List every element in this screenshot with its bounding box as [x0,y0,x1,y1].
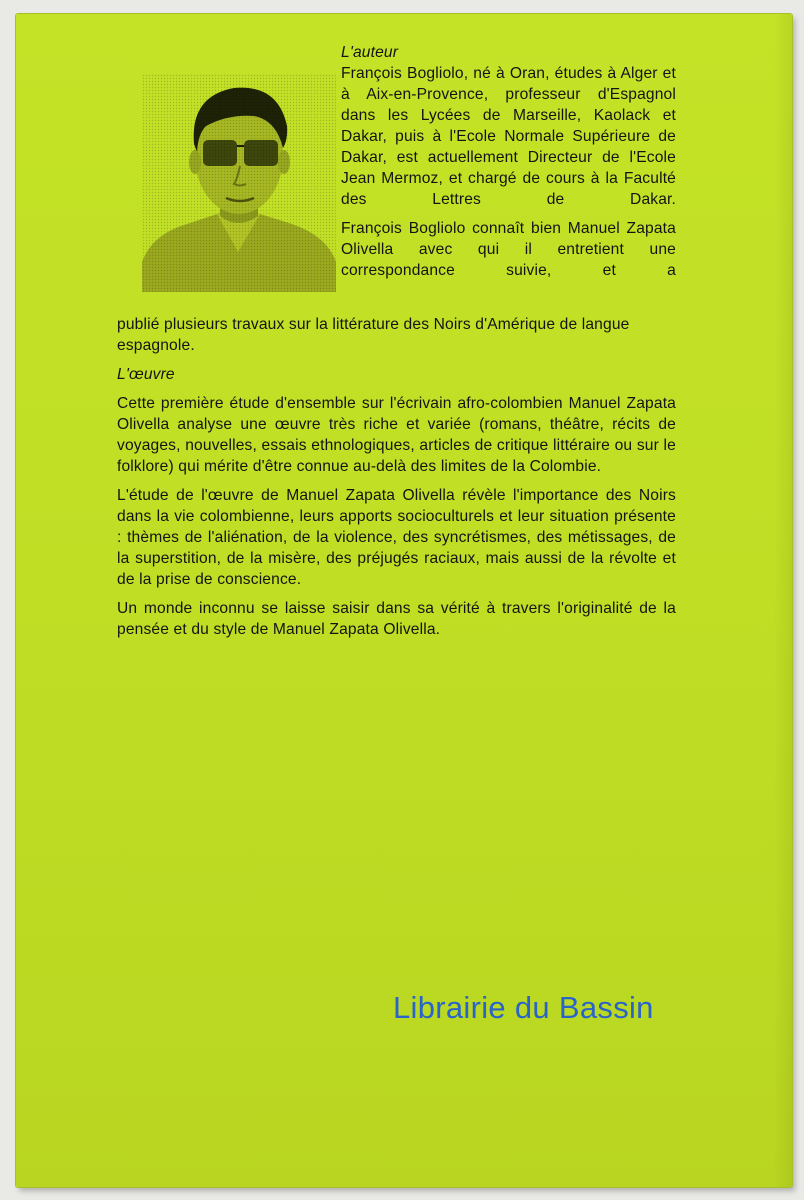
author-publications-text [117,314,676,356]
author-text-column [341,42,676,281]
cover-edge-shade [774,14,792,1187]
oeuvre-section [117,364,676,640]
bookstore-watermark: Librairie du Bassin [393,990,654,1025]
author-portrait-photo [142,74,336,292]
oeuvre-heading: L'œuvre [117,366,175,383]
author-bio-paragraph: François Bogliolo, né à Oran, études à Alger et à Aix-en-Provence, professeur d'Espagnol dans les Lycées de Marseille, Kaolack et Dakar, puis à l'Ecole Normale Supérieure de Dakar, est actuellement Directeur de l'Ecole Jean Mermoz, et chargé de cours à la Faculté des Lettres de Dakar. [341,65,676,208]
oeuvre-paragraph-1: Cette première étude d'ensemble sur l'écrivain afro-colombien Manuel Zapata Olivella analyse une œuvre très riche et variée (romans, théâtre, récits de voyages, nouvelles, essais ethnologiques, articles de critique littéraire ou sur le folklore) qui mérite d'être connue au-delà des limites de la Colombie. [117,395,676,475]
author-publications-line: publié plusieurs travaux sur la littérature des Noirs d'Amérique de langue espagnole. [117,316,630,354]
author-portrait-icon [142,74,336,292]
oeuvre-paragraph-2: L'étude de l'œuvre de Manuel Zapata Olivella révèle l'importance des Noirs dans la vie colombienne, leurs apports socioculturels et leur situation présente : thèmes de l'aliénation, de la violence, des syncrétismes, des métissages, de la superstition, de la misère, des préjugés raciaux, mais aussi de la révolte et de la prise de conscience. [117,487,676,588]
oeuvre-paragraph-3: Un monde inconnu se laisse saisir dans sa vérité à travers l'originalité de la pensée et du style de Manuel Zapata Olivella. [117,600,676,638]
author-heading: L'auteur [341,44,399,61]
author-correspondence-paragraph: François Bogliolo connaît bien Manuel Zapata Olivella avec qui il entretient une correspondance suivie, et a [341,220,676,279]
